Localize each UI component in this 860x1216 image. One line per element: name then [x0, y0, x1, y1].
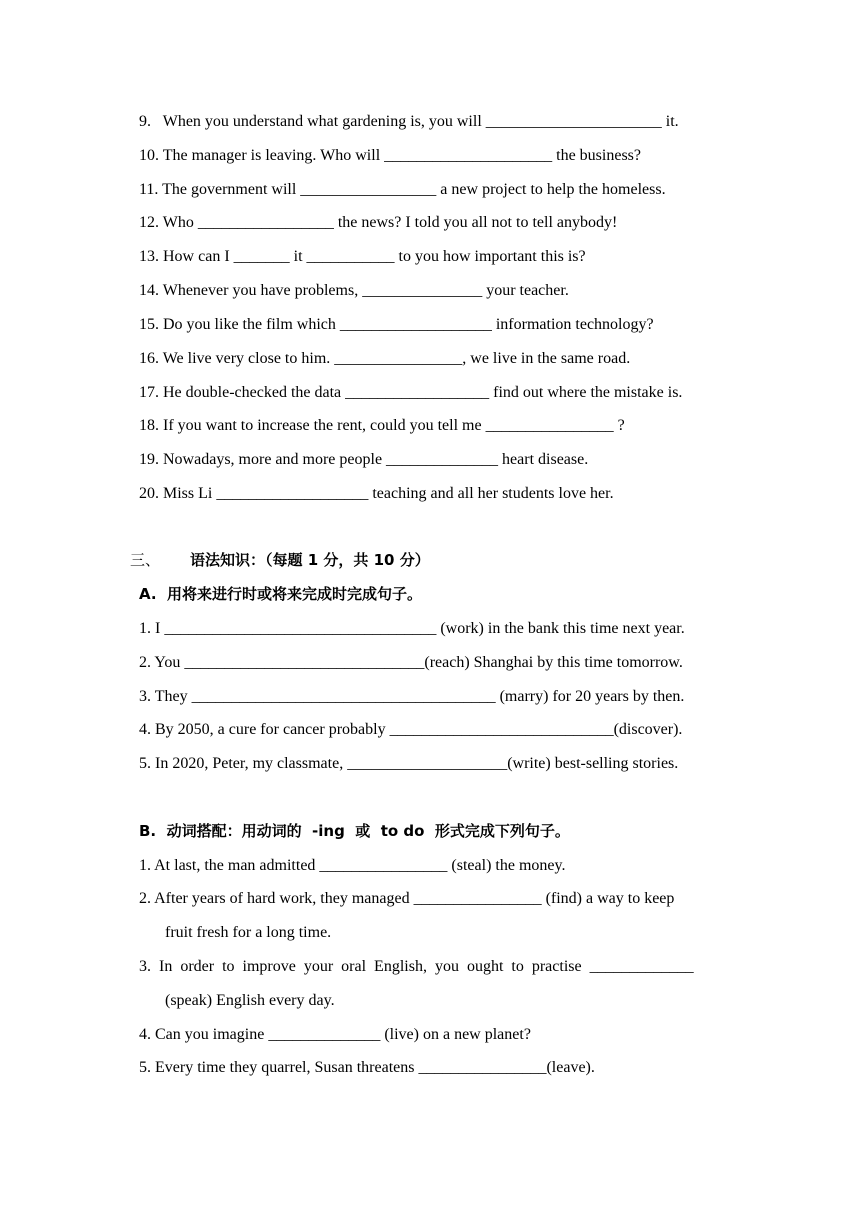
part-b-item-4: 4. Can you imagine ______________ (live) on a new planet?: [139, 1026, 531, 1043]
question-15: 15. Do you like the film which ___________________ information technology?: [139, 316, 654, 333]
part-a-item-3: 3. They ______________________________________ (marry) for 20 years by then.: [139, 688, 685, 705]
part-b-item-2-continued: fruit fresh for a long time.: [165, 924, 332, 941]
question-19: 19. Nowadays, more and more people ______________ heart disease.: [139, 451, 589, 468]
question-18: 18. If you want to increase the rent, could you tell me ________________ ?: [139, 417, 625, 434]
question-10: 10. The manager is leaving. Who will _____________________ the business?: [139, 147, 642, 164]
section-number: 三、: [130, 551, 161, 569]
part-a-item-1: 1. I __________________________________ (work) in the bank this time next year.: [139, 620, 685, 637]
section-title: 语法知识：（每题 1 分，共 10 分）: [190, 551, 430, 569]
part-b-item-3-continued: (speak) English every day.: [165, 992, 335, 1009]
part-a-item-4: 4. By 2050, a cure for cancer probably ____________________________(discover).: [139, 721, 683, 738]
question-13: 13. How can I _______ it ___________ to you how important this is?: [139, 248, 586, 265]
part-a-heading: A. 用将来进行时或将来完成时完成句子。: [139, 585, 423, 603]
question-17: 17. He double-checked the data __________________ find out where the mistake is.: [139, 384, 683, 401]
question-11: 11. The government will _________________ a new project to help the homeless.: [139, 181, 666, 198]
question-14: 14. Whenever you have problems, _______________ your teacher.: [139, 282, 569, 299]
part-b-item-1: 1. At last, the man admitted ________________ (steal) the money.: [139, 857, 566, 874]
question-16: 16. We live very close to him. ________________, we live in the same road.: [139, 350, 631, 367]
part-a-item-5: 5. In 2020, Peter, my classmate, ____________________(write) best-selling stories.: [139, 755, 679, 772]
part-b-heading: B. 动词搭配：用动词的 -ing 或 to do 形式完成下列句子。: [139, 822, 570, 840]
question-9: 9. When you understand what gardening is, you will ______________________ it.: [139, 113, 679, 130]
question-12: 12. Who _________________ the news? I told you all not to tell anybody!: [139, 214, 618, 231]
part-b-item-5: 5. Every time they quarrel, Susan threatens ________________(leave).: [139, 1059, 595, 1076]
part-b-item-2: 2. After years of hard work, they managed ________________ (find) a way to keep: [139, 890, 675, 907]
part-a-item-2: 2. You ______________________________(reach) Shanghai by this time tomorrow.: [139, 654, 683, 671]
question-20: 20. Miss Li ___________________ teaching and all her students love her.: [139, 485, 614, 502]
part-b-item-3: 3. In order to improve your oral English, you ought to practise _____________: [139, 958, 694, 975]
